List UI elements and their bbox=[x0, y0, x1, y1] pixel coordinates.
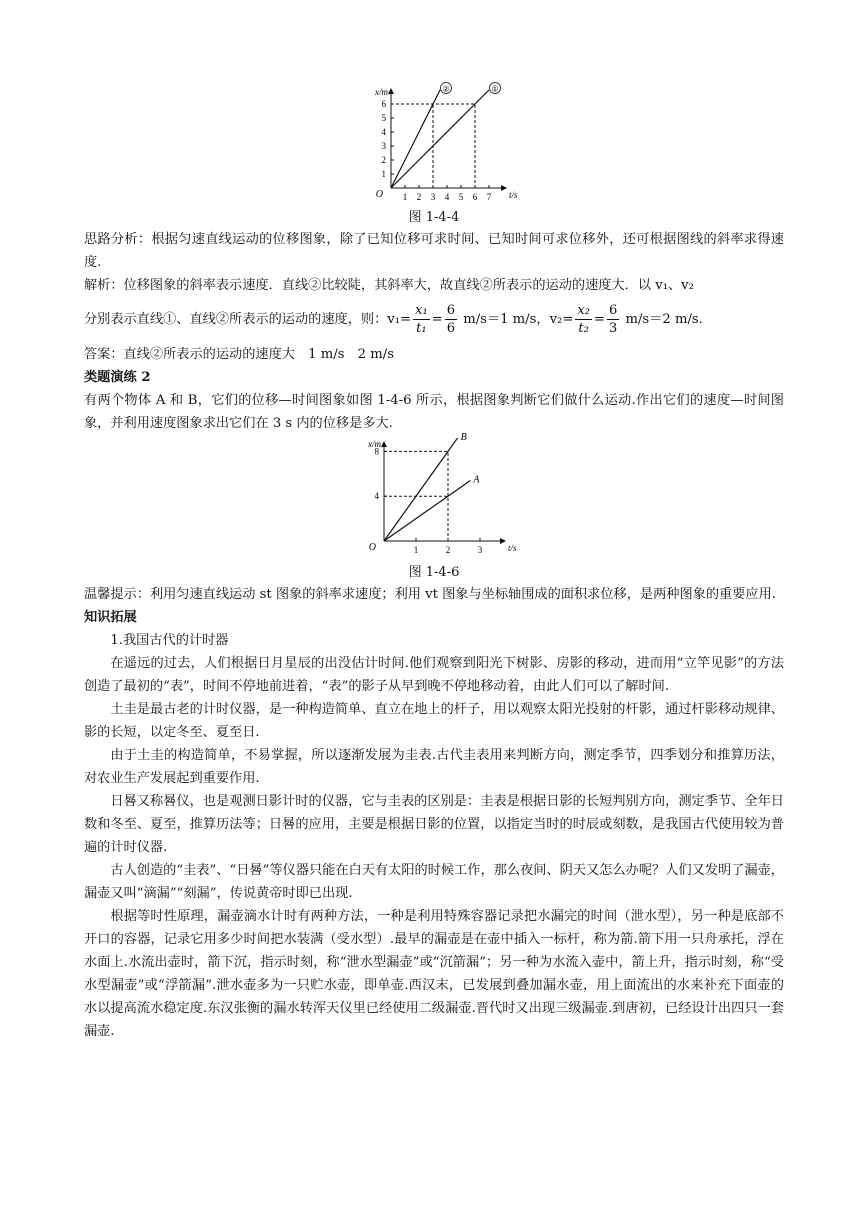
fraction-denominator: t₂ bbox=[578, 321, 589, 336]
y-tick-label: 4 bbox=[381, 127, 386, 137]
line-B bbox=[384, 438, 458, 541]
figure-1-4-4-caption: 图 1-4-4 bbox=[408, 210, 460, 225]
body-paragraph: 土圭是最古老的计时仪器，是一种构造简单、直立在地上的杆子，用以观察太阳光投射的杆影，通过杆影移动规律、影的长短，以定冬至、夏至日. bbox=[84, 702, 784, 740]
fraction-6-3 bbox=[607, 302, 619, 337]
exercise-title: 类题演练 2 bbox=[84, 370, 151, 385]
line-① bbox=[391, 90, 489, 188]
line-② bbox=[391, 90, 440, 188]
y-axis-arrow bbox=[381, 441, 387, 447]
line-label: ① bbox=[491, 84, 499, 94]
y-axis-label: x/m bbox=[375, 87, 388, 97]
x-tick-label: 7 bbox=[486, 192, 492, 202]
x-axis-arrow bbox=[500, 538, 506, 544]
fraction-x2-t2 bbox=[575, 302, 592, 337]
y-tick-label: 5 bbox=[381, 113, 386, 123]
document-page bbox=[84, 84, 784, 1043]
x-axis-label: t/s bbox=[509, 190, 518, 200]
equals-sign: = bbox=[431, 312, 443, 327]
origin-label: O bbox=[368, 542, 376, 553]
body-paragraph: 在遥远的过去，人们根据日月星辰的出没估计时间.他们观察到阳光下树影、房影的移动，进而用“立竿见影”的方法创造了最初的“表”，时间不停地前进着，“表”的影子从早到晚不停地移动着，由此人们可以了解时间. bbox=[84, 656, 784, 694]
x-tick-label: 2 bbox=[445, 545, 451, 555]
fraction-denominator: t₁ bbox=[416, 321, 427, 336]
equals-sign: = bbox=[593, 312, 605, 327]
y-tick-label: 3 bbox=[381, 141, 386, 151]
exercise-text: 有两个物体 A 和 B，它们的位移—时间图象如图 1-4-6 所示，根据图象判断它们做什么运动.作出它们的速度—时间图象，并利用速度图象求出它们在 3 s 内的位移是多大. bbox=[84, 393, 784, 431]
y-tick-label: 4 bbox=[374, 491, 379, 502]
body-paragraph: 古人创造的“圭表”、“日晷”等仪器只能在白天有太阳的时候工作，那么夜间、阴天又怎么办呢？人们又发明了漏壶，漏壶又叫“滴漏”“刻漏”，传说黄帝时即已出现. bbox=[84, 863, 784, 901]
section-subtitle: 1.我国古代的计时器 bbox=[110, 633, 229, 648]
x-tick-label: 5 bbox=[458, 192, 464, 202]
fraction-6-6 bbox=[445, 302, 457, 337]
section-title: 知识拓展 bbox=[84, 610, 137, 625]
figure-1-4-6 bbox=[354, 431, 517, 565]
line-label: ② bbox=[442, 84, 450, 94]
analysis-paragraph: 解析：位移图象的斜率表示速度．直线②比较陡，其斜率大，故直线②所表示的运动的速度大．以 v₁、v₂ bbox=[84, 278, 694, 293]
y-axis-label: x/m bbox=[368, 439, 381, 449]
formula-line bbox=[84, 297, 784, 343]
line-label: B bbox=[460, 431, 467, 443]
y-tick-label: 8 bbox=[374, 446, 379, 457]
y-axis-arrow bbox=[388, 88, 394, 94]
y-tick-label: 6 bbox=[381, 99, 386, 109]
x-tick-label: 1 bbox=[402, 192, 408, 202]
body-paragraph: 根据等时性原理，漏壶滴水计时有两种方法，一种是利用特殊容器记录把水漏完的时间（泄水型），另一种是底部不开口的容器，记录它用多少时间把水装满（受水型）.最早的漏壶是在壶中插入一标杆，称为箭.箭下用一只舟承托，浮在水面上.水流出壶时，箭下沉，指示时刻，称“泄水型漏壶”或“沉箭漏”；另一种为水流入壶中，箭上升，指示时刻，称“受水型漏壶”或“浮箭漏”.泄水壶多为一只贮水壶，即单壶.西汉末，已发展到叠加漏水壶，用上面流出的水来补充下面壶的水以提高流水稳定度.东汉张衡的漏水转浑天仪里已经使用二级漏壶.晋代时又出现三级漏壶.到唐初，已经设计出四只一套漏壶. bbox=[84, 909, 784, 1039]
x-tick-label: 6 bbox=[472, 192, 478, 202]
x-tick-label: 2 bbox=[416, 192, 422, 202]
x-axis-arrow bbox=[501, 185, 507, 191]
answer-paragraph: 答案：直线②所表示的运动的速度大 1 m/s 2 m/s bbox=[84, 347, 394, 362]
origin-label: O bbox=[375, 189, 383, 200]
tip-paragraph: 温馨提示：利用匀速直线运动 st 图象的斜率求速度；利用 vt 图象与坐标轴围成的面积求位移，是两种图象的重要应用. bbox=[84, 587, 776, 602]
fraction-denominator: 3 bbox=[608, 321, 618, 336]
figure-1-4-6-caption: 图 1-4-6 bbox=[408, 565, 460, 580]
y-tick-label: 2 bbox=[381, 155, 386, 165]
x-tick-label: 3 bbox=[430, 192, 436, 202]
figure-1-4-4 bbox=[359, 84, 518, 210]
line-label: A bbox=[473, 474, 480, 486]
fraction-numerator: x₂ bbox=[577, 303, 590, 318]
fraction-numerator: 6 bbox=[446, 303, 455, 318]
x-tick-label: 1 bbox=[413, 545, 419, 555]
formula-suffix: m/s＝2 m/s. bbox=[621, 312, 703, 327]
formula-prefix: 分别表示直线①、直线②所表示的运动的速度，则：v₁= bbox=[84, 312, 412, 327]
x-tick-label: 3 bbox=[477, 545, 483, 555]
body-paragraph: 由于土圭的构造简单，不易掌握，所以逐渐发展为圭表.古代圭表用来判断方向，测定季节，四季划分和推算历法，对农业生产发展起到重要作用. bbox=[84, 748, 784, 786]
fraction-x1-t1 bbox=[413, 302, 430, 337]
fraction-numerator: x₁ bbox=[415, 303, 428, 318]
line-A bbox=[384, 481, 470, 541]
thinking-paragraph: 思路分析：根据匀速直线运动的位移图象，除了已知位移可求时间、已知时间可求位移外，还可根据图线的斜率求得速度. bbox=[84, 232, 784, 270]
y-tick-label: 1 bbox=[381, 169, 386, 179]
fraction-numerator: 6 bbox=[608, 303, 618, 318]
x-axis-label: t/s bbox=[508, 543, 517, 553]
formula-mid: m/s＝1 m/s，v₂= bbox=[459, 312, 574, 327]
x-tick-label: 4 bbox=[444, 192, 450, 202]
body-paragraph: 日晷又称晷仪，也是观测日影计时的仪器，它与圭表的区别是：圭表是根据日影的长短判别方向，测定季节、全年日数和冬至、夏至，推算历法等；日晷的应用，主要是根据日影的位置，以指定当时的时辰或刻数，是我国古代使用较为普遍的计时仪器. bbox=[84, 794, 784, 855]
fraction-denominator: 6 bbox=[446, 321, 455, 336]
